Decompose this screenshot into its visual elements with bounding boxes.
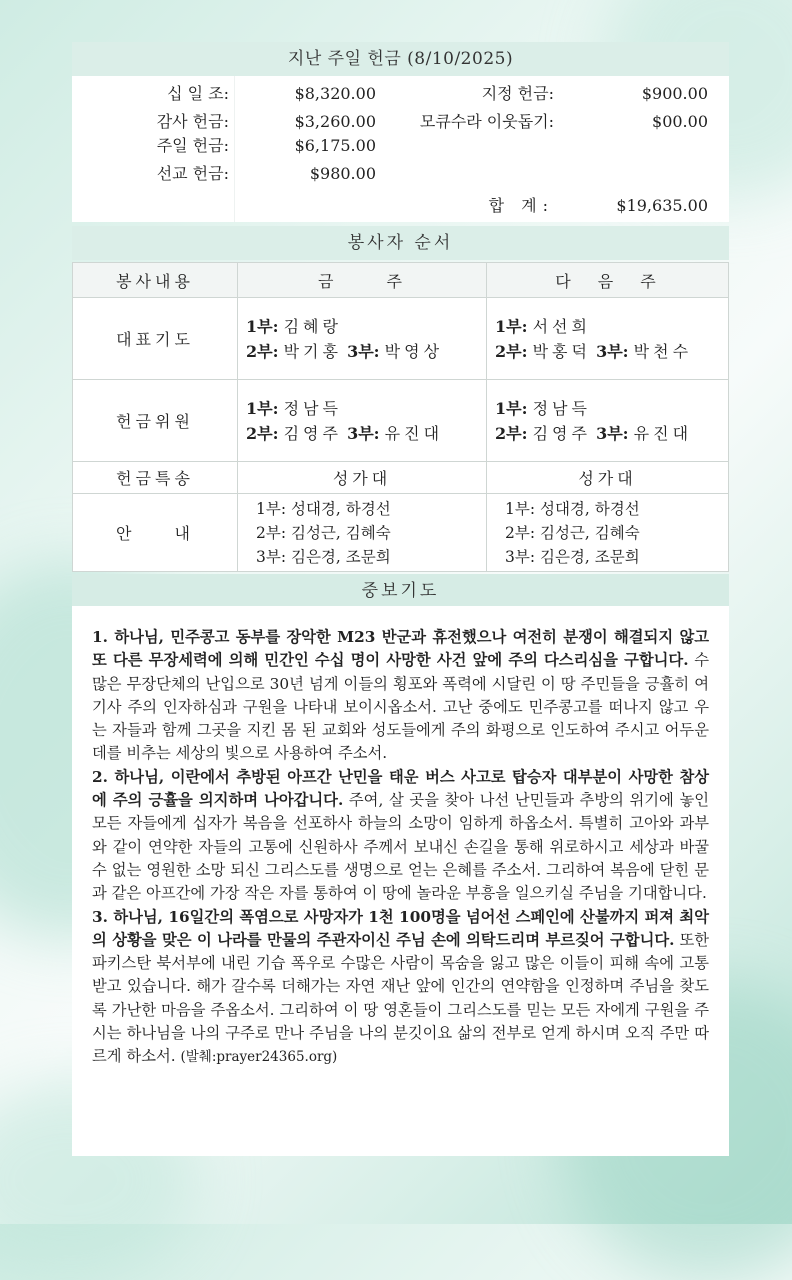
service-row-special <box>73 462 729 494</box>
header-role: 봉사내용 <box>73 263 238 298</box>
header-next-week: 다 음 주 <box>487 263 729 298</box>
volunteer-name: 김혜랑 <box>283 316 342 336</box>
guide-line: 3부: 김은경, 조문희 <box>256 547 391 566</box>
volunteer-name: 유진대 <box>384 423 444 443</box>
offering-label-designated: 지정 헌금: <box>481 84 554 103</box>
row-label-special: 헌금특송 <box>73 462 238 494</box>
guide-line: 1부: 성대경, 하경선 <box>256 499 391 518</box>
guide-line: 2부: 김성근, 김혜숙 <box>256 523 391 542</box>
part-label: 3부: <box>347 423 380 443</box>
prayer-item-text: 주여, 살 곳을 찾아 나선 난민들과 추방의 위기에 놓인 모든 자들에게 십자가 복음을 선포하사 하늘의 소망이 임하게 하옵소서. 특별히 고아와 과부와 같이 연약한 자들의 고통에 신원하사 주께서 보내신 손길을 통해 위로하시고 세상과 바꿀 수 없는 영원한 소망 되신 그리스도를 생명으로 얻는 은혜를 주소서. 그리하여 복음에 닫힌 문과 같은 아프간에 가장 작은 자를 통하여 이 땅에 놀라운 부흥을 일으키실 주님을 기대합니다. <box>92 791 709 903</box>
service-row-prayer <box>73 298 729 380</box>
prayer-panel <box>72 606 729 1156</box>
offering-divider <box>234 76 235 222</box>
service-header-row <box>73 263 729 298</box>
prayer-source: (발췌:prayer24365.org) <box>180 1049 338 1066</box>
part-label: 2부: <box>495 423 528 443</box>
service-row-ushers <box>73 380 729 462</box>
offering-amount-mission: $980.00 <box>309 164 376 183</box>
prayer-item-3 <box>92 906 709 1070</box>
service-row-guide <box>73 494 729 572</box>
part-label: 3부: <box>347 341 380 361</box>
guide-line: 2부: 김성근, 김혜숙 <box>505 523 640 542</box>
volunteer-name: 박홍덕 <box>532 341 591 361</box>
header-this-week: 금 주 <box>238 263 487 298</box>
offering-amount-tithe: $8,320.00 <box>294 84 376 103</box>
prayer-body <box>92 626 709 1070</box>
offering-label-mission: 선교 헌금: <box>156 164 229 183</box>
offering-label-thanks: 감사 헌금: <box>156 112 229 131</box>
offering-label-sunday: 주일 헌금: <box>156 136 229 155</box>
prayer-item-1 <box>92 626 709 766</box>
part-label: 3부: <box>596 423 629 443</box>
prayer-title: 중보기도 <box>72 574 729 608</box>
volunteer-name: 유진대 <box>633 423 693 443</box>
volunteer-name: 박기홍 <box>283 341 342 361</box>
prayer-item-heading: 3. 하나님, 16일간의 폭염으로 사망자가 1천 100명을 넘어선 스페인에 산불까지 퍼져 최악의 상황을 맞은 이 나라를 만물의 주관자이신 주님 손에 의탁드리며 부르짖어 구합니다. <box>92 907 709 949</box>
service-table <box>72 262 729 572</box>
offering-total-label: 합 계: <box>488 196 554 215</box>
volunteer-name: 김영주 <box>532 423 591 443</box>
volunteer-name: 서선희 <box>532 316 591 336</box>
offering-amount-sunday: $6,175.00 <box>294 136 376 155</box>
part-label: 2부: <box>246 341 279 361</box>
prayer-item-text: 수많은 무장단체의 난입으로 30년 넘게 이들의 횡포와 폭력에 시달린 이 땅 주민들을 긍휼히 여기사 주의 인자하심과 구원을 나타내 보이시옵소서. 고난 중에도 민주콩고를 떠나지 않고 우는 자들과 함께 그곳을 지킨 몸 된 교회와 성도들에게 주의 화평으로 인도하여 주시고 어두운 데를 비추는 세상의 빛으로 사용하여 주소서. <box>92 651 710 763</box>
volunteer-name: 정남득 <box>283 398 342 418</box>
next-week-ushers <box>487 380 729 462</box>
row-label-guide: 안 내 <box>73 494 238 572</box>
offering-title: 지난 주일 헌금 (8/10/2025) <box>72 42 729 76</box>
guide-line: 1부: 성대경, 하경선 <box>505 499 640 518</box>
volunteer-name: 박영상 <box>384 341 444 361</box>
offering-total-amount: $19,635.00 <box>616 196 708 215</box>
prayer-item-heading: 1. 하나님, 민주콩고 동부를 장악한 M23 반군과 휴전했으나 여전히 분쟁이 해결되지 않고 또 다른 무장세력에 의해 민간인 수십 명이 사망한 사건 앞에 주의 다스리심을 구합니다. <box>92 628 709 670</box>
service-title: 봉사자 순서 <box>72 226 729 260</box>
part-label: 1부: <box>495 316 528 336</box>
next-week-prayer <box>487 298 729 380</box>
offering-amount-neighbor: $00.00 <box>652 112 708 131</box>
part-label: 1부: <box>246 316 279 336</box>
this-week-special: 성가대 <box>238 462 487 494</box>
prayer-item-heading: 2. 하나님, 이란에서 추방된 아프간 난민을 태운 버스 사고로 탑승자 대부분이 사망한 참상에 주의 긍휼을 의지하며 나아갑니다. <box>92 767 709 810</box>
part-label: 2부: <box>495 341 528 361</box>
prayer-item-2 <box>92 766 709 906</box>
offering-amount-thanks: $3,260.00 <box>294 112 376 131</box>
next-week-special: 성가대 <box>487 462 729 494</box>
this-week-guide <box>238 494 487 572</box>
row-label-prayer: 대표기도 <box>73 298 238 380</box>
offering-amount-designated: $900.00 <box>641 84 708 103</box>
prayer-item-text: 또한 파키스탄 북서부에 내린 기습 폭우로 수많은 사람이 목숨을 잃고 많은 이들이 피해 속에 고통받고 있습니다. 해가 갈수록 더해가는 자연 재난 앞에 인간의 연약함을 인정하며 주님을 찾도록 가난한 마음을 주옵소서. 그리하여 이 땅 영혼들이 그리스도를 믿는 모든 자에게 구원을 주시는 하나님을 나의 구주로 만나 주님을 나의 분깃이요 삶의 전부로 얻게 하시며 오직 주만 따르게 하소서. <box>92 930 709 1066</box>
part-label: 2부: <box>246 423 279 443</box>
volunteer-name: 박천수 <box>633 341 693 361</box>
offering-panel <box>72 76 729 222</box>
this-week-prayer <box>238 298 487 380</box>
volunteer-name: 김영주 <box>283 423 342 443</box>
this-week-ushers <box>238 380 487 462</box>
part-label: 3부: <box>596 341 629 361</box>
offering-label-tithe: 십 일 조: <box>167 84 229 103</box>
guide-line: 3부: 김은경, 조문희 <box>505 547 640 566</box>
row-label-ushers: 헌금위원 <box>73 380 238 462</box>
next-week-guide <box>487 494 729 572</box>
volunteer-name: 정남득 <box>532 398 591 418</box>
part-label: 1부: <box>246 398 279 418</box>
offering-label-neighbor: 모큐수라 이웃돕기: <box>419 112 554 131</box>
part-label: 1부: <box>495 398 528 418</box>
